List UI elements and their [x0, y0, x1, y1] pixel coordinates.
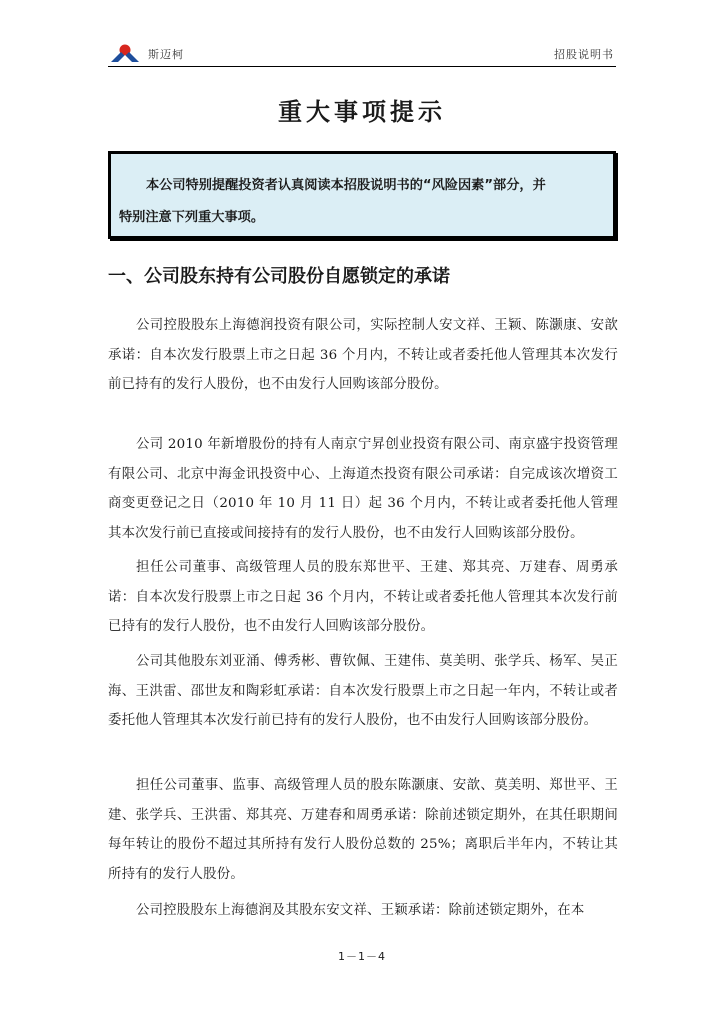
- paragraph-2: 公司 2010 年新增股份的持有人南京宁昇创业投资有限公司、南京盛宇投资管理有限公司、北京中海金讯投资中心、上海道杰投资有限公司承诺：自完成该次增资工商变更登记之日（2010 年 10 月 11 日）起 36 个月内，不转让或者委托他人管理其本次发行前已直接或间接持有的发行人股份，也不由发行人回购该部分股份。: [108, 437, 618, 541]
- page-number: 1－1－4: [338, 950, 386, 963]
- notice-line-1: 本公司特别提醒投资者认真阅读本招股说明书的“风险因素”部分，并: [146, 178, 546, 193]
- paragraph-3: 担任公司董事、高级管理人员的股东郑世平、王建、郑其亮、万建春、周勇承诺：自本次发行股票上市之日起 36 个月内，不转让或者委托他人管理其本次发行前已持有的发行人股份，也不由发行人回购该部分股份。: [108, 560, 618, 634]
- page-header: [108, 40, 616, 67]
- paragraph-6: 公司控股股东上海德润及其股东安文祥、王颖承诺：除前述锁定期外，在本: [136, 903, 585, 918]
- company-logo-icon: [110, 43, 140, 63]
- notice-box: [108, 151, 616, 239]
- header-document-type: 招股说明书: [554, 48, 614, 61]
- notice-line-2: 特别注意下列重大事项。: [119, 210, 265, 225]
- paragraph-1: 公司控股股东上海德润投资有限公司，实际控制人安文祥、王颖、陈灏康、安歆承诺：自本次发行股票上市之日起 36 个月内，不转让或者委托他人管理其本次发行前已持有的发行人股份，也不由发行人回购该部分股份。: [108, 318, 618, 392]
- section-heading: 一、公司股东持有公司股份自愿锁定的承诺: [108, 266, 450, 287]
- paragraph-4: 公司其他股东刘亚涌、傅秀彬、曹钦佩、王建伟、莫美明、张学兵、杨军、吴正海、王洪雷、邵世友和陶彩虹承诺：自本次发行股票上市之日起一年内，不转让或者委托他人管理其本次发行前已持有的发行人股份，也不由发行人回购该部分股份。: [108, 654, 618, 728]
- paragraph-5: 担任公司董事、监事、高级管理人员的股东陈灏康、安歆、莫美明、郑世平、王建、张学兵、王洪雷、郑其亮、万建春和周勇承诺：除前述锁定期外，在其任职期间每年转让的股份不超过其所持有发行人股份总数的 25%；离职后半年内，不转让其所持有的发行人股份。: [108, 778, 618, 882]
- header-company-name: 斯迈柯: [148, 48, 184, 61]
- page-title: 重大事项提示: [278, 97, 446, 126]
